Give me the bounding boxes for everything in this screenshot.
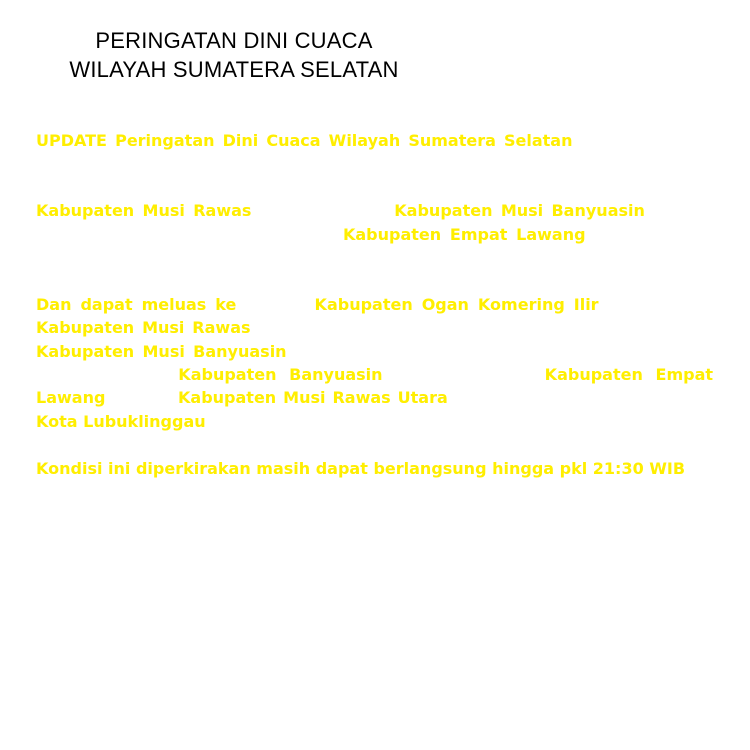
- region-name: Kabupaten Musi Banyuasin: [394, 201, 645, 221]
- region-name: Kabupaten Empat Lawang: [342, 224, 586, 244]
- paragraph-text: wilayah: [236, 294, 315, 314]
- paragraph-text: : Lubuk Linggau Selatan I, dan sekitarnya.: [205, 411, 543, 431]
- paragraph-expansion: [36, 293, 713, 433]
- forecaster-signature: [36, 503, 713, 526]
- paragraph-text: : Muara Lakitan,: [251, 201, 395, 221]
- region-name: Kabupaten Musi Rawas Utara: [178, 388, 448, 408]
- paragraph-update: [36, 129, 713, 269]
- page-title: [0, 26, 468, 84]
- region-name: Kota Lubuklinggau: [36, 411, 206, 431]
- region-name: Kabupaten Ogan Komering Ilir: [314, 294, 599, 314]
- region-name: Kabupaten Banyuasin: [178, 365, 383, 385]
- paragraph-text: tgl 21 Mei 2024 pkl. 19:00 WIB masih berpotensi terjadi hujan dengan intensitas sedang hingga lebat yang dapat disertai kilat/petir dan angin kencang pada pkl 19:30 WIB di: [36, 131, 713, 197]
- warning-body: [36, 129, 713, 550]
- region-name: Kabupaten Musi Rawas: [36, 318, 251, 338]
- expansion-lead: Dan dapat meluas ke: [36, 294, 237, 314]
- paragraph-text: : Sekayu, Sanga Desa, Babat Toman, Plakat Tinggi, Lawang Wetan,: [36, 341, 714, 385]
- paragraph-text: : Saling,: [105, 388, 179, 408]
- duration-text: Kondisi ini diperkirakan masih dapat berlangsung hingga pkl 21:30 WIB: [36, 458, 686, 478]
- paragraph-text: : Sungai Keruh, Bayung Lencir, Tungkal Jaya,: [36, 201, 713, 244]
- region-name: Kabupaten Empat Lawang: [36, 365, 714, 408]
- paragraph-text: : Rupit, Rawas Ilir, Karang Dapo,: [447, 388, 713, 408]
- title-line-1: PERINGATAN DINI CUACA: [95, 28, 373, 53]
- paragraph-text: : Tebing Tinggi, dan sekitarnya.: [36, 224, 714, 268]
- region-name: Kabupaten Musi Banyuasin: [36, 341, 287, 361]
- signature-text: Prakirawan BMKG - Sumatera Selatan: [36, 505, 338, 525]
- paragraph-duration: [36, 457, 713, 480]
- update-heading: UPDATE Peringatan Dini Cuaca Wilayah Sumatera Selatan: [36, 131, 573, 150]
- paragraph-text: : Muara Kelingi, Muara Beliti, Tiang Pumpung Kepungut,: [250, 318, 713, 338]
- region-name: Kabupaten Musi Rawas: [36, 201, 252, 221]
- paragraph-text: : Muara Sugihan,: [382, 365, 545, 385]
- title-line-2: WILAYAH SUMATERA SELATAN: [69, 57, 399, 82]
- paragraph-text: : Air Sugihan,: [598, 294, 714, 314]
